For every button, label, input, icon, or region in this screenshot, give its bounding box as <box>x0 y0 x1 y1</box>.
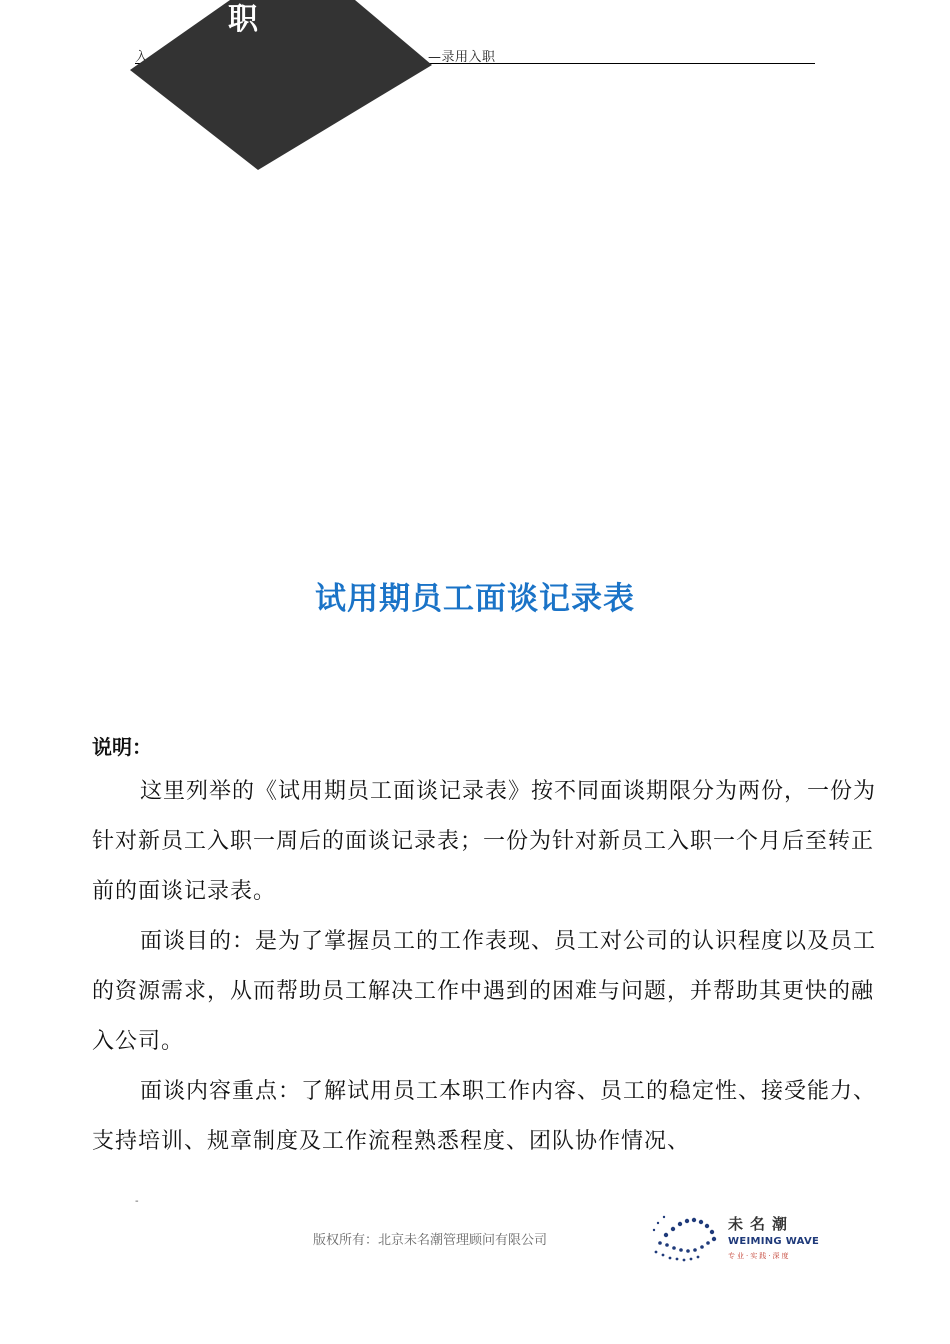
banner-parallelogram <box>130 0 432 170</box>
logo-tagline: 专业·实践·深度 <box>728 1252 791 1260</box>
logo-wave-icon <box>653 1216 716 1262</box>
paragraph-focus: 面谈内容重点：了解试用员工本职工作内容、员工的稳定性、接受能力、支持培训、规章制度及工作流程熟悉程度、团队协作情况、 <box>92 1079 877 1154</box>
intro-label: 说明： <box>92 735 152 759</box>
document-title: 试用期员工面谈记录表 <box>315 581 635 617</box>
logo-name-en: WEIMING WAVE <box>728 1236 820 1247</box>
footer-copyright: 版权所有：北京未名潮管理顾问有限公司 <box>313 1233 548 1248</box>
body-text <box>92 767 876 1167</box>
footer-dot: - <box>135 1196 139 1207</box>
header-section-title: —录用入职 <box>428 50 496 65</box>
header-text-left: 入 <box>135 50 149 65</box>
logo-name-cn: 未名潮 <box>728 1215 795 1233</box>
paragraph-purpose: 面谈目的：是为了掌握员工的工作表现、员工对公司的认识程度以及员工的资源需求，从而帮助员工解决工作中遇到的困难与问题，并帮助其更快的融入公司。 <box>92 929 877 1054</box>
banner-shape <box>0 0 450 180</box>
banner-glyph: 职 <box>228 2 258 37</box>
paragraph-scope: 这里列举的《试用期员工面谈记录表》按不同面谈期限分为两份，一份为针对新员工入职一周后的面谈记录表；一份为针对新员工入职一个月后至转正前的面谈记录表。 <box>92 779 877 904</box>
